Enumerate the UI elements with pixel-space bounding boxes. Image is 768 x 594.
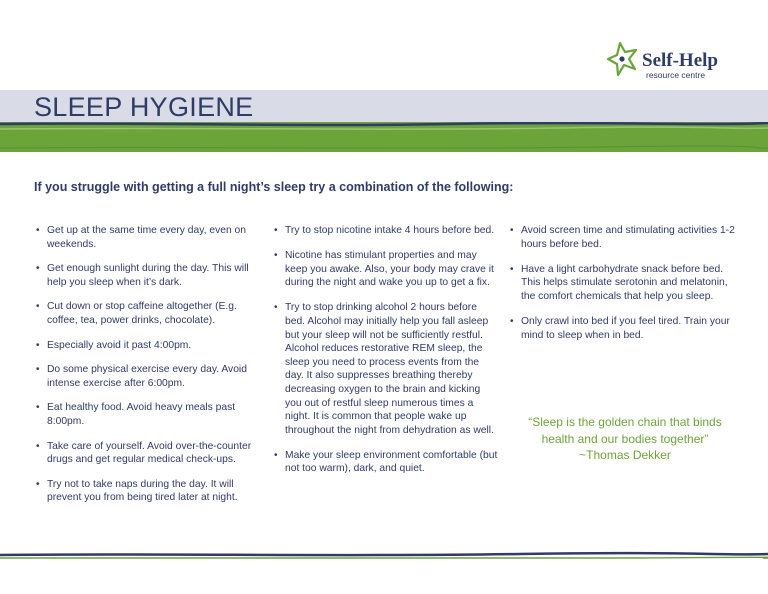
tips-column-1 bbox=[36, 224, 260, 516]
tips-column-2 bbox=[274, 224, 498, 488]
list-item: • Try to stop drinking alcohol 2 hours before bed. Alcohol may initially help you fall asleep but your sleep will not be sufficiently restful. Alcohol reduces restorative REM sleep, the sleep you need to process events from the day. It also suppresses breathing thereby decreasing oxygen to the brain and kicking you out of restful sleep numerous times a night. It is common that people wake up throughout the night from dehydration as well. bbox=[274, 301, 498, 437]
list-item: • Especially avoid it past 4:00pm. bbox=[36, 339, 260, 353]
flower-star-icon bbox=[606, 40, 646, 84]
self-help-logo bbox=[606, 40, 746, 84]
logo-name: Self-Help bbox=[642, 50, 718, 71]
list-item: • Take care of yourself. Avoid over-the-counter drugs and get regular medical check-ups. bbox=[36, 440, 260, 467]
list-item: • Try to stop nicotine intake 4 hours before bed. bbox=[274, 224, 498, 238]
list-item: • Nicotine has stimulant properties and may keep you awake. Also, your body may crave it during the night and wake you up to get a fix. bbox=[274, 249, 498, 290]
list-item: • Avoid screen time and stimulating activities 1-2 hours before bed. bbox=[510, 224, 736, 251]
quote-author: ~Thomas Dekker bbox=[579, 448, 671, 462]
quote-line-1: “Sleep is the golden chain that binds bbox=[528, 415, 722, 429]
logo-subtitle: resource centre bbox=[646, 70, 706, 80]
quote-line-2: health and our bodies together” bbox=[541, 431, 709, 446]
list-item: • Make your sleep environment comfortable (but not too warm), dark, and quiet. bbox=[274, 449, 498, 476]
footer-rule bbox=[0, 550, 768, 562]
list-item: • Try not to take naps during the day. It will prevent you from being tired later at night. bbox=[36, 478, 260, 505]
list-item: • Only crawl into bed if you feel tired. Train your mind to sleep when in bed. bbox=[510, 315, 736, 342]
list-item: • Eat healthy food. Avoid heavy meals past 8:00pm. bbox=[36, 401, 260, 428]
list-item: • Do some physical exercise every day. Avoid intense exercise after 6:00pm. bbox=[36, 363, 260, 390]
list-item: • Get enough sunlight during the day. This will help you sleep when it’s dark. bbox=[36, 262, 260, 289]
header-green-strip bbox=[0, 122, 768, 152]
tips-column-3 bbox=[510, 224, 736, 354]
quote-block bbox=[512, 414, 738, 464]
intro-text: If you struggle with getting a full night’s sleep try a combination of the following: bbox=[34, 180, 514, 194]
list-item: • Cut down or stop caffeine altogether (E.g. coffee, tea, power drinks, chocolate). bbox=[36, 300, 260, 327]
list-item: • Get up at the same time every day, even on weekends. bbox=[36, 224, 260, 251]
list-item: • Have a light carbohydrate snack before bed. This helps stimulate serotonin and melatonin, the comfort chemicals that help you sleep. bbox=[510, 263, 736, 304]
page-title: SLEEP HYGIENE bbox=[34, 92, 254, 122]
